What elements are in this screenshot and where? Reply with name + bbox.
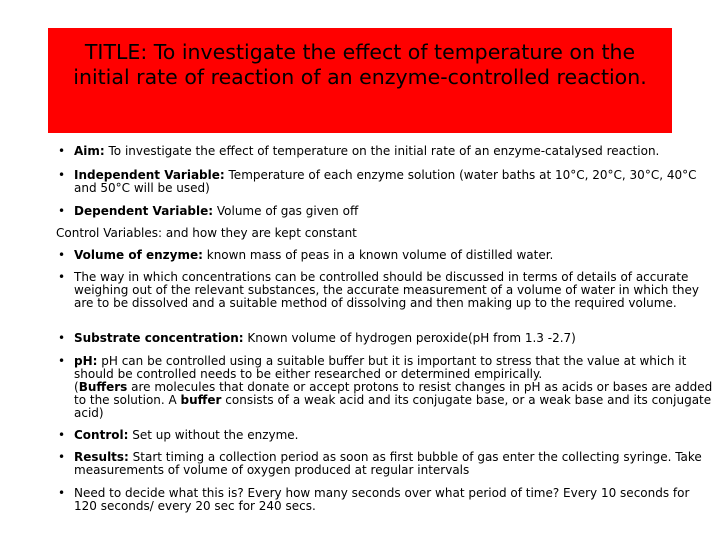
page-title: TITLE: To investigate the effect of temperature on the initial rate of reaction of an enzyme-controlled reaction. (73, 40, 647, 89)
independent-variable-item (56, 169, 714, 195)
need-to-decide-item (56, 487, 714, 513)
ph-item: • pH: pH can be controlled using a suitable buffer but it is important to stress that the value at which it should be controlled needs to be either researched or determined empirically. (Buffers are molecules that donate or accept protons to resist changes in pH as acids or bases are added to the solution. A buffer consists of a weak acid and its conjugate base, or a weak base and its conjugate acid) (56, 355, 714, 420)
enzyme-volume-label: Volume of enzyme: (74, 248, 203, 262)
ph-text-1: pH can be controlled using a suitable buffer but it is important to stress that the value at which it should be controlled needs to be either researched or determined empirically. (74, 354, 687, 381)
control-item (56, 429, 714, 442)
buffers-label: Buffers (78, 380, 128, 394)
aim-text: To investigate the effect of temperature on the initial rate of an enzyme-catalysed reaction. (104, 144, 660, 158)
ph-text-2: are molecules that donate or accept protons to resist changes in pH as acids or bases are added to the solution. A (74, 380, 713, 407)
control-variables-heading (0, 227, 696, 240)
concentrations-item (56, 271, 714, 310)
substrate-label: Substrate concentration: (74, 331, 244, 345)
substrate-item (56, 332, 714, 345)
title-banner (48, 28, 672, 133)
results-text: Start timing a collection period as soon as first bubble of gas enter the collecting syringe. Take measurements of volume of oxygen produced at regular intervals (74, 450, 702, 477)
dependent-variable-text: Volume of gas given off (213, 204, 359, 218)
concentrations-text: The way in which concentrations can be controlled should be discussed in terms of details of accurate weighing out of the relevant substances, the accurate measurement of a volume of water in which they are to be dissolved and a suitable method of dissolving and then making up to the required volume. (74, 270, 699, 310)
need-to-decide-text: Need to decide what this is? Every how many seconds over what period of time? Every 10 seconds for 120 seconds/ every 20 sec for 240 secs. (74, 486, 690, 513)
enzyme-volume-text: known mass of peas in a known volume of distilled water. (202, 248, 554, 262)
control-text: Set up without the enzyme. (128, 428, 299, 442)
substrate-text: Known volume of hydrogen peroxide(pH from 1.3 -2.7) (243, 331, 576, 345)
results-item (56, 451, 714, 477)
ph-label: pH: (74, 354, 98, 368)
independent-variable-text: Temperature of each enzyme solution (water baths at 10°C, 20°C, 30°C, 40°C and 50°C will be used) (74, 168, 697, 195)
control-label: Control: (74, 428, 129, 442)
results-label: Results: (74, 450, 129, 464)
ph-text-3: consists of a weak acid and its conjugate base, or a weak base and its conjugate acid) (74, 393, 712, 420)
control-variables-text: Control Variables: and how they are kept constant (56, 226, 357, 240)
independent-variable-label: Independent Variable: (74, 168, 225, 182)
dependent-variable-label: Dependent Variable: (74, 204, 214, 218)
aim-label: Aim: (74, 144, 105, 158)
dependent-variable-item (56, 205, 714, 218)
aim-item (56, 145, 714, 158)
buffer-label: buffer (180, 393, 222, 407)
enzyme-volume-item (56, 249, 714, 262)
